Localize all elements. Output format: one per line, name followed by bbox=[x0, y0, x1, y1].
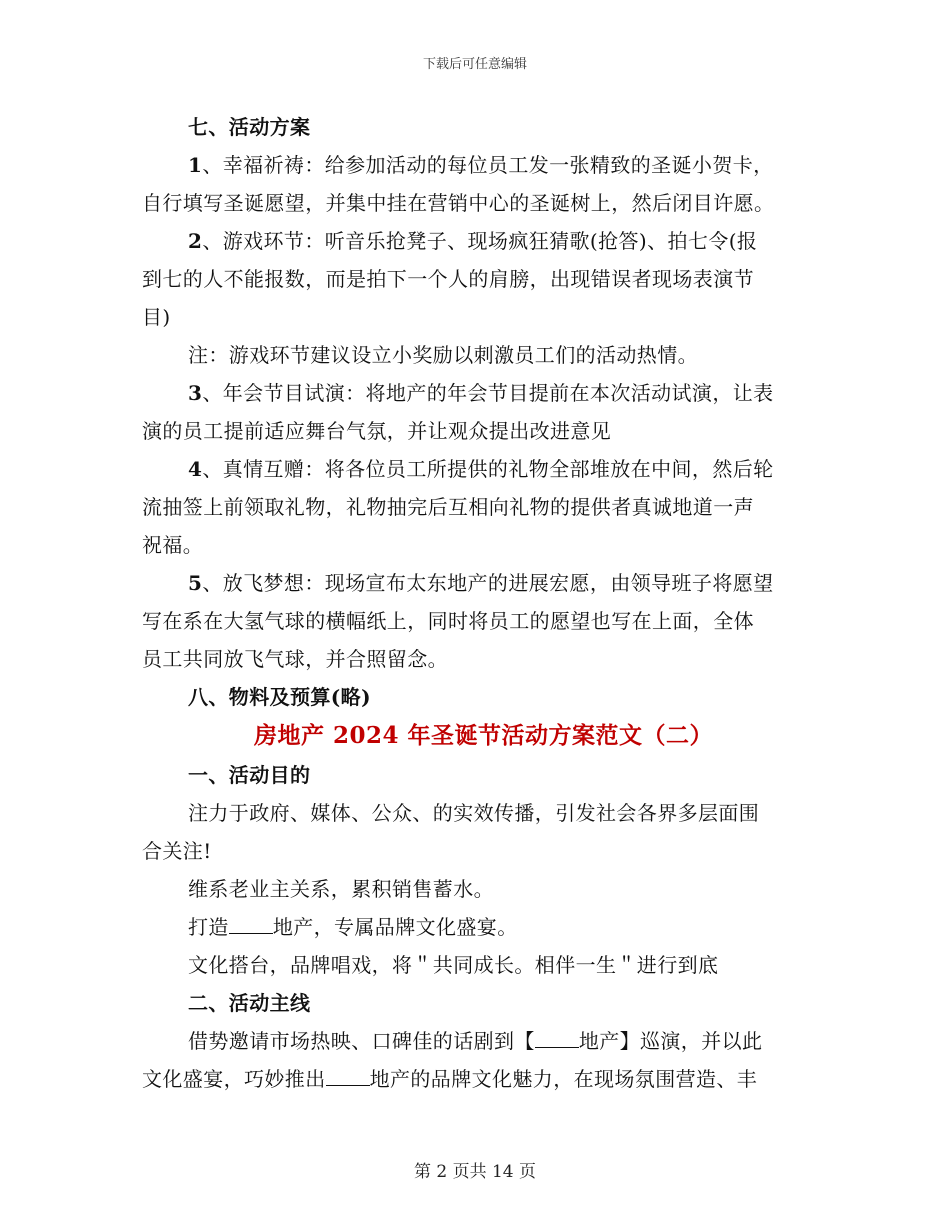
paragraph-continuation: 演的员工提前适应舞台气氛，并让观众提出改进意见 bbox=[142, 419, 612, 443]
fill-in-blank bbox=[229, 915, 273, 934]
paragraph-item-1 bbox=[142, 146, 807, 184]
text-fragment: 地产的品牌文化魅力，在现场氛围营造、丰 bbox=[369, 1067, 758, 1091]
paragraph-text: 文化搭台，品牌唱戏，将＂共同成长。相伴一生＂进行到底 bbox=[188, 953, 719, 977]
page-header: 下载后可任意编辑 bbox=[422, 57, 527, 72]
paragraph-with-blank bbox=[142, 908, 807, 946]
page-footer: 第 2 页共 14 页 bbox=[413, 1162, 537, 1182]
paragraph-text: 、真情互赠：将各位员工所提供的礼物全部堆放在中间，然后轮 bbox=[202, 457, 774, 481]
document-body bbox=[142, 108, 807, 1098]
section-heading-plan: 七、活动方案 bbox=[188, 115, 311, 139]
paragraph-continuation: 流抽签上前领取礼物，礼物抽完后互相向礼物的提供者真诚地道一声 bbox=[142, 495, 754, 519]
paragraph-text: 、放飞梦想：现场宣布太东地产的进展宏愿，由领导班子将愿望 bbox=[202, 571, 774, 595]
paragraph-continuation: 到七的人不能报数，而是拍下一个人的肩膀，出现错误者现场表演节 bbox=[142, 267, 754, 291]
paragraph-continuation: 自行填写圣诞愿望，并集中挂在营销中心的圣诞树上，然后闭目许愿。 bbox=[142, 191, 775, 215]
paragraph-text: 、年会节目试演：将地产的年会节目提前在本次活动试演，让表 bbox=[202, 381, 774, 405]
paragraph-text: 注力于政府、媒体、公众、的实效传播，引发社会各界多层面围 bbox=[188, 801, 760, 825]
text-fragment: 地产，专属品牌文化盛宴。 bbox=[272, 915, 518, 939]
section-heading-materials: 八、物料及预算(略) bbox=[188, 685, 371, 709]
text-fragment: 文化盛宴，巧妙推出 bbox=[142, 1067, 326, 1091]
paragraph-with-blank bbox=[142, 1022, 807, 1060]
item-number: 3 bbox=[188, 381, 203, 405]
paragraph-text: 、幸福祈祷：给参加活动的每位员工发一张精致的圣诞小贺卡， bbox=[202, 153, 774, 177]
fill-in-blank bbox=[326, 1067, 370, 1086]
item-number: 5 bbox=[188, 571, 203, 595]
paragraph-continuation: 合关注! bbox=[142, 839, 212, 863]
paragraph-text: 、游戏环节：听音乐抢凳子、现场疯狂猜歌(抢答)、拍七令(报 bbox=[202, 229, 758, 253]
paragraph-item-3 bbox=[142, 374, 807, 412]
paragraph-item-5 bbox=[142, 564, 807, 602]
text-fragment: 借势邀请市场热映、口碑佳的话剧到【 bbox=[188, 1029, 535, 1053]
item-number: 1 bbox=[188, 153, 203, 177]
fill-in-blank bbox=[535, 1029, 579, 1048]
note-paragraph: 注：游戏环节建议设立小奖励以刺激员工们的活动热情。 bbox=[188, 343, 698, 367]
paragraph-continuation: 祝福。 bbox=[142, 533, 204, 557]
paragraph-continuation: 员工共同放飞气球，并合照留念。 bbox=[142, 647, 448, 671]
paragraph-item-4 bbox=[142, 450, 807, 488]
section-heading-mainline: 二、活动主线 bbox=[188, 991, 311, 1015]
paragraph-text: 维系老业主关系，累积销售蓄水。 bbox=[188, 877, 494, 901]
text-fragment: 打造 bbox=[188, 915, 229, 939]
paragraph-item-2 bbox=[142, 222, 807, 260]
paragraph-continuation: 写在系在大氢气球的横幅纸上，同时将员工的愿望也写在上面，全体 bbox=[142, 609, 754, 633]
text-fragment: 地产】巡演，并以此 bbox=[578, 1029, 763, 1053]
document-title: 房地产 2024 年圣诞节活动方案范文（二） bbox=[253, 722, 714, 749]
item-number: 2 bbox=[188, 229, 203, 253]
paragraph-continuation: 目) bbox=[142, 305, 171, 329]
item-number: 4 bbox=[188, 457, 203, 481]
section-heading-purpose: 一、活动目的 bbox=[188, 763, 311, 787]
paragraph-with-blank bbox=[142, 1060, 807, 1098]
